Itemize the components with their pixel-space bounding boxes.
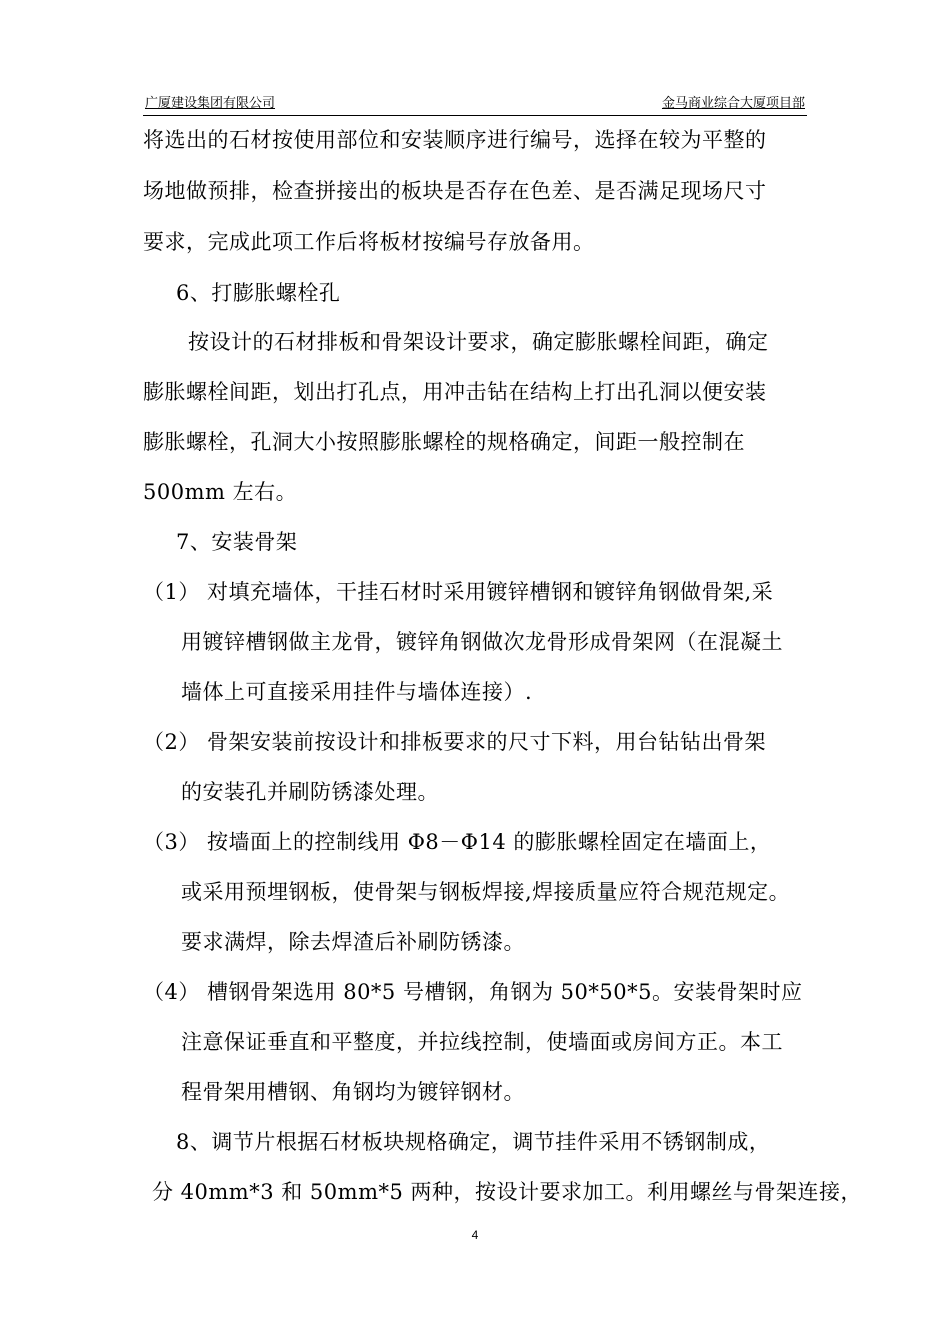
text-line: 场地做预排，检查拼接出的板块是否存在色差、是否满足现场尺寸: [143, 179, 767, 203]
page-number: 4: [471, 1228, 479, 1242]
section-heading: 6、打膨胀螺栓孔: [176, 281, 341, 305]
text-line: 程骨架用槽钢、角钢均为镀锌钢材。: [181, 1080, 525, 1104]
list-item: （1） 对填充墙体，干挂石材时采用镀锌槽钢和镀锌角钢做骨架,采: [143, 580, 774, 604]
text-line: 膨胀螺栓间距，划出打孔点，用冲击钻在结构上打出孔洞以便安装: [143, 380, 767, 404]
text-line: 将选出的石材按使用部位和安装顺序进行编号，选择在较为平整的: [143, 128, 767, 152]
header-project: 金马商业综合大厦项目部: [661, 96, 805, 111]
text-line: 或采用预埋钢板，使骨架与钢板焊接,焊接质量应符合规范规定。: [181, 880, 791, 904]
text-line: 按设计的石材排板和骨架设计要求，确定膨胀螺栓间距，确定: [188, 330, 769, 354]
text-line: 注意保证垂直和平整度，并拉线控制，使墙面或房间方正。本工: [181, 1030, 783, 1054]
section-heading: 8、调节片根据石材板块规格确定，调节挂件采用不锈钢制成，: [176, 1130, 771, 1154]
text-line: 要求满焊，除去焊渣后补刷防锈漆。: [181, 930, 525, 954]
list-item: （2） 骨架安装前按设计和排板要求的尺寸下料，用台钻钻出骨架: [143, 730, 767, 754]
text-line: 用镀锌槽钢做主龙骨，镀锌角钢做次龙骨形成骨架网（在混凝土: [181, 630, 783, 654]
list-item: （4） 槽钢骨架选用 80*5 号槽钢，角钢为 50*50*5。安装骨架时应: [143, 980, 803, 1004]
text-line: 的安装孔并刷防锈漆处理。: [181, 780, 439, 804]
header-company: 广厦建设集团有限公司: [145, 96, 276, 111]
text-line: 要求，完成此项工作后将板材按编号存放备用。: [143, 230, 595, 254]
text-line: 500mm 左右。: [143, 480, 298, 504]
page-header: [143, 95, 807, 116]
text-line: 膨胀螺栓，孔洞大小按照膨胀螺栓的规格确定，间距一般控制在: [143, 430, 745, 454]
text-line: 分 40mm*3 和 50mm*5 两种，按设计要求加工。利用螺丝与骨架连接，: [152, 1180, 863, 1204]
section-heading: 7、安装骨架: [176, 530, 298, 554]
text-line: 墙体上可直接采用挂件与墙体连接）.: [181, 680, 533, 704]
list-item: （3） 按墙面上的控制线用 Φ8－Φ14 的膨胀螺栓固定在墙面上，: [143, 830, 772, 854]
